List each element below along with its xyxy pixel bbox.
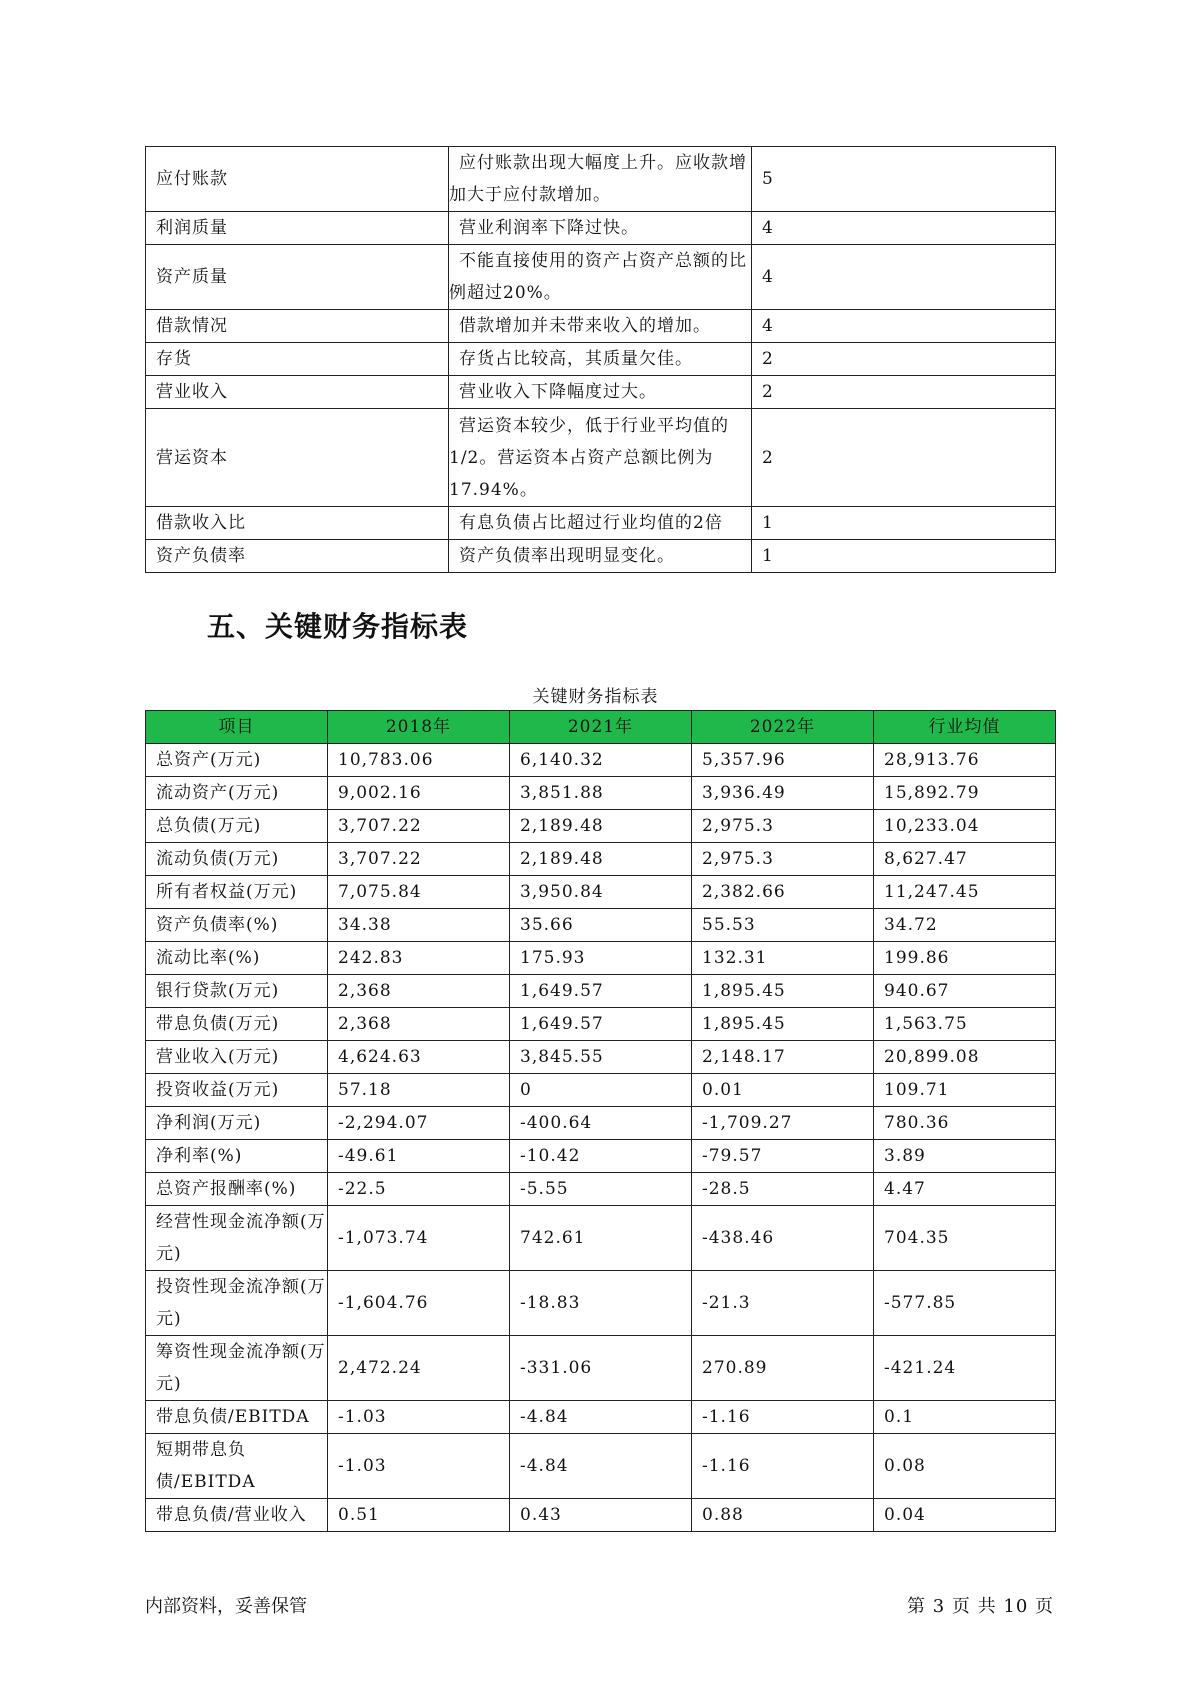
indicator-value: -18.83: [510, 1271, 692, 1336]
indicator-value: -22.5: [328, 1173, 510, 1206]
table-row: [146, 1140, 1056, 1173]
table-row: [146, 540, 1056, 573]
table-row: [146, 942, 1056, 975]
indicator-value: -331.06: [510, 1336, 692, 1401]
indicator-value: 2,472.24: [328, 1336, 510, 1401]
indicator-value: 132.31: [692, 942, 874, 975]
table-row: [146, 245, 1056, 310]
indicator-value: 780.36: [874, 1107, 1056, 1140]
risk-score: 4: [752, 245, 1056, 310]
indicator-name: 带息负债(万元): [146, 1008, 328, 1041]
risk-score: 2: [752, 343, 1056, 376]
indicator-value: 3,707.22: [328, 843, 510, 876]
table-row: [146, 777, 1056, 810]
risk-score: 2: [752, 409, 1056, 507]
indicator-value: 3,707.22: [328, 810, 510, 843]
indicator-value: 11,247.45: [874, 876, 1056, 909]
indicator-value: 3.89: [874, 1140, 1056, 1173]
risk-desc: 不能直接使用的资产占资产总额的比例超过20%。: [449, 245, 752, 310]
header-cell: 2021年: [510, 711, 692, 744]
risk-table: [145, 146, 1056, 573]
indicator-value: 9,002.16: [328, 777, 510, 810]
indicator-value: -1.03: [328, 1401, 510, 1434]
indicator-value: 57.18: [328, 1074, 510, 1107]
table-row: [146, 975, 1056, 1008]
indicator-value: 109.71: [874, 1074, 1056, 1107]
risk-score: 1: [752, 507, 1056, 540]
indicator-name: 带息负债/EBITDA: [146, 1401, 328, 1434]
table-row: [146, 1074, 1056, 1107]
risk-desc: 资产负债率出现明显变化。: [449, 540, 752, 573]
indicator-value: 5,357.96: [692, 744, 874, 777]
table-row: [146, 1499, 1056, 1532]
indicator-value: 35.66: [510, 909, 692, 942]
risk-item: 借款情况: [146, 310, 449, 343]
indicator-value: 2,189.48: [510, 843, 692, 876]
table-row: [146, 843, 1056, 876]
indicator-name: 筹资性现金流净额(万元): [146, 1336, 328, 1401]
indicator-value: 34.72: [874, 909, 1056, 942]
risk-score: 2: [752, 376, 1056, 409]
indicator-value: -438.46: [692, 1206, 874, 1271]
table-row: [146, 909, 1056, 942]
header-cell: 行业均值: [874, 711, 1056, 744]
indicator-value: 6,140.32: [510, 744, 692, 777]
page-number: 第 3 页 共 10 页: [907, 1596, 1054, 1617]
indicator-name: 短期带息负债/EBITDA: [146, 1434, 328, 1499]
indicator-value: 704.35: [874, 1206, 1056, 1271]
risk-desc: 营运资本较少，低于行业平均值的1/2。营运资本占资产总额比例为17.94%。: [449, 409, 752, 507]
indicator-value: 7,075.84: [328, 876, 510, 909]
indicator-value: 0.88: [692, 1499, 874, 1532]
risk-desc: 借款增加并未带来收入的增加。: [449, 310, 752, 343]
indicator-value: 34.38: [328, 909, 510, 942]
indicator-value: -1.16: [692, 1401, 874, 1434]
indicator-value: 3,936.49: [692, 777, 874, 810]
risk-score: 4: [752, 310, 1056, 343]
indicator-value: -10.42: [510, 1140, 692, 1173]
indicator-value: 4.47: [874, 1173, 1056, 1206]
indicator-value: 1,895.45: [692, 1008, 874, 1041]
indicator-value: 28,913.76: [874, 744, 1056, 777]
indicator-value: 242.83: [328, 942, 510, 975]
risk-desc: 存货占比较高，其质量欠佳。: [449, 343, 752, 376]
header-cell: 2022年: [692, 711, 874, 744]
indicator-value: -1,604.76: [328, 1271, 510, 1336]
indicator-value: 0: [510, 1074, 692, 1107]
indicator-name: 流动资产(万元): [146, 777, 328, 810]
table-row: [146, 1206, 1056, 1271]
indicator-name: 资产负债率(%): [146, 909, 328, 942]
indicator-value: 1,563.75: [874, 1008, 1056, 1041]
indicator-value: 1,649.57: [510, 1008, 692, 1041]
indicator-name: 总资产报酬率(%): [146, 1173, 328, 1206]
table-row: [146, 1434, 1056, 1499]
risk-score: 4: [752, 212, 1056, 245]
indicator-value: 0.08: [874, 1434, 1056, 1499]
table-row: [146, 1271, 1056, 1336]
table-row: [146, 376, 1056, 409]
footer-confidential-note: 内部资料，妥善保管: [145, 1596, 307, 1617]
indicator-name: 流动负债(万元): [146, 843, 328, 876]
indicator-value: 2,975.3: [692, 810, 874, 843]
indicator-value: -1.16: [692, 1434, 874, 1499]
risk-item: 借款收入比: [146, 507, 449, 540]
indicator-name: 带息负债/营业收入: [146, 1499, 328, 1532]
risk-desc: 营业利润率下降过快。: [449, 212, 752, 245]
indicator-value: -4.84: [510, 1434, 692, 1499]
indicator-value: 0.1: [874, 1401, 1056, 1434]
indicator-name: 营业收入(万元): [146, 1041, 328, 1074]
table-row: [146, 409, 1056, 507]
table-caption: 关键财务指标表: [532, 687, 659, 707]
indicator-value: 199.86: [874, 942, 1056, 975]
table-row: [146, 810, 1056, 843]
indicator-value: 0.01: [692, 1074, 874, 1107]
indicator-value: -5.55: [510, 1173, 692, 1206]
indicator-value: 742.61: [510, 1206, 692, 1271]
risk-item: 资产质量: [146, 245, 449, 310]
table-row: [146, 744, 1056, 777]
risk-item: 营运资本: [146, 409, 449, 507]
risk-item: 存货: [146, 343, 449, 376]
indicator-value: 0.51: [328, 1499, 510, 1532]
table-row: [146, 212, 1056, 245]
indicator-name: 总负债(万元): [146, 810, 328, 843]
indicator-name: 流动比率(%): [146, 942, 328, 975]
table-row: [146, 876, 1056, 909]
indicator-value: 2,368: [328, 975, 510, 1008]
table-row: [146, 1401, 1056, 1434]
indicator-value: -400.64: [510, 1107, 692, 1140]
indicator-value: 8,627.47: [874, 843, 1056, 876]
indicator-value: 1,649.57: [510, 975, 692, 1008]
indicator-value: 20,899.08: [874, 1041, 1056, 1074]
indicator-value: -1,073.74: [328, 1206, 510, 1271]
indicator-name: 净利润(万元): [146, 1107, 328, 1140]
header-cell: 项目: [146, 711, 328, 744]
indicator-value: 2,148.17: [692, 1041, 874, 1074]
indicator-value: 3,851.88: [510, 777, 692, 810]
indicator-value: -79.57: [692, 1140, 874, 1173]
indicator-value: 270.89: [692, 1336, 874, 1401]
risk-desc: 应付账款出现大幅度上升。应收款增加大于应付款增加。: [449, 147, 752, 212]
table-row: [146, 507, 1056, 540]
indicator-value: -1,709.27: [692, 1107, 874, 1140]
indicator-value: 175.93: [510, 942, 692, 975]
indicator-value: 15,892.79: [874, 777, 1056, 810]
indicator-value: 940.67: [874, 975, 1056, 1008]
indicator-name: 投资性现金流净额(万元): [146, 1271, 328, 1336]
indicator-name: 总资产(万元): [146, 744, 328, 777]
header-cell: 2018年: [328, 711, 510, 744]
risk-score: 1: [752, 540, 1056, 573]
indicator-value: -49.61: [328, 1140, 510, 1173]
indicator-value: -1.03: [328, 1434, 510, 1499]
risk-item: 营业收入: [146, 376, 449, 409]
indicator-value: -4.84: [510, 1401, 692, 1434]
indicator-value: -2,294.07: [328, 1107, 510, 1140]
section-heading: 五、关键财务指标表: [207, 610, 469, 643]
indicator-name: 所有者权益(万元): [146, 876, 328, 909]
indicator-value: 4,624.63: [328, 1041, 510, 1074]
indicator-value: 2,382.66: [692, 876, 874, 909]
indicator-value: 10,233.04: [874, 810, 1056, 843]
indicator-value: 1,895.45: [692, 975, 874, 1008]
table-row: [146, 147, 1056, 212]
financial-indicators-table: [145, 710, 1056, 1532]
indicator-value: 3,845.55: [510, 1041, 692, 1074]
table-row: [146, 310, 1056, 343]
indicator-name: 净利率(%): [146, 1140, 328, 1173]
risk-desc: 营业收入下降幅度过大。: [449, 376, 752, 409]
table-row: [146, 1336, 1056, 1401]
indicator-value: 0.04: [874, 1499, 1056, 1532]
indicator-name: 经营性现金流净额(万元): [146, 1206, 328, 1271]
indicator-value: 3,950.84: [510, 876, 692, 909]
risk-score: 5: [752, 147, 1056, 212]
indicator-value: 2,368: [328, 1008, 510, 1041]
indicator-value: -421.24: [874, 1336, 1056, 1401]
table-row: [146, 343, 1056, 376]
indicator-value: 10,783.06: [328, 744, 510, 777]
table-row: [146, 1173, 1056, 1206]
table-header-row: [146, 711, 1056, 744]
risk-item: 应付账款: [146, 147, 449, 212]
indicator-value: -21.3: [692, 1271, 874, 1336]
risk-item: 资产负债率: [146, 540, 449, 573]
indicator-value: -577.85: [874, 1271, 1056, 1336]
indicator-name: 投资收益(万元): [146, 1074, 328, 1107]
table-row: [146, 1008, 1056, 1041]
indicator-value: 2,189.48: [510, 810, 692, 843]
indicator-value: 55.53: [692, 909, 874, 942]
risk-desc: 有息负债占比超过行业均值的2倍: [449, 507, 752, 540]
risk-item: 利润质量: [146, 212, 449, 245]
indicator-name: 银行贷款(万元): [146, 975, 328, 1008]
indicator-value: 0.43: [510, 1499, 692, 1532]
indicator-value: 2,975.3: [692, 843, 874, 876]
table-row: [146, 1041, 1056, 1074]
indicator-value: -28.5: [692, 1173, 874, 1206]
table-row: [146, 1107, 1056, 1140]
